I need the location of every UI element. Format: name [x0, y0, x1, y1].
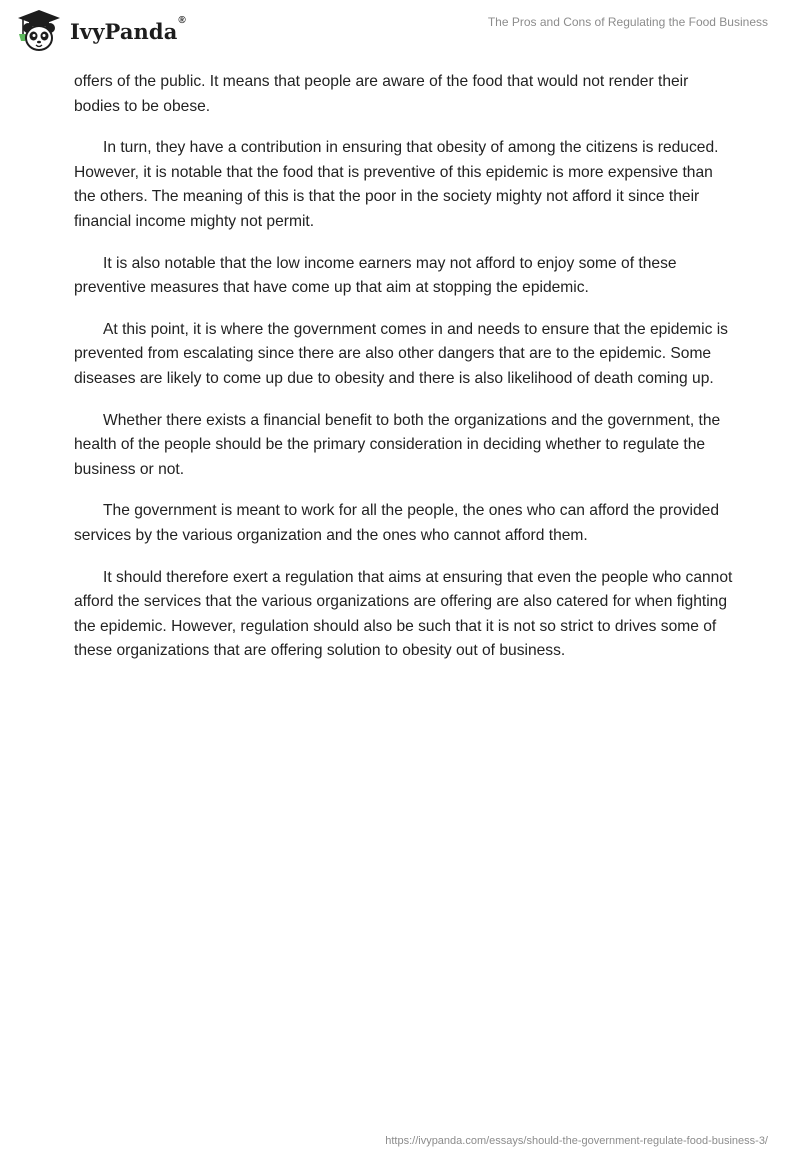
paragraph: It should therefore exert a regulation that aims at ensuring that even the people who cannot afford the services that the various organizations are offering are also catered for when fighting the epidemic. However, regulation should also be such that it is not so strict to drives some of these organizations that are offering solution to obesity out of business. [74, 568, 733, 660]
paragraph: In turn, they have a contribution in ensuring that obesity of among the citizens is reduced. However, it is notable that the food that is preventive of this epidemic is more expensive than the others. The meaning of this is that the poor in the society mighty not afford it since their financial income mighty not permit. [74, 139, 719, 230]
ivypanda-logo[interactable] [14, 8, 186, 54]
document-title: The Pros and Cons of Regulating the Food Business [487, 15, 768, 29]
registered-mark: ® [178, 14, 186, 26]
paragraph: At this point, it is where the government comes in and needs to ensure that the epidemic is prevented from escalating since there are also other dangers that are to the epidemic. Some diseases are likely to come up due to obesity and there is also likelihood of death coming up. [74, 320, 728, 387]
page-header [0, 0, 800, 62]
paragraph: offers of the public. It means that people are aware of the food that would not render their bodies to be obese. [74, 73, 689, 115]
paragraph: The government is meant to work for all the people, the ones who can afford the provided services by the various organization and the ones who cannot afford them. [74, 502, 720, 544]
panda-graduate-icon [14, 8, 64, 54]
essay-body [74, 70, 734, 681]
logo-text: IvyPanda® [70, 14, 186, 44]
source-url-link[interactable]: https://ivypanda.com/essays/should-the-government-regulate-food-business-3/ [385, 1135, 768, 1147]
paragraph: Whether there exists a financial benefit to both the organizations and the government, the health of the people should be the primary consideration in deciding whether to regulate the business or not. [74, 411, 721, 478]
paragraph: It is also notable that the low income earners may not afford to enjoy some of these preventive measures that have come up that aim at stopping the epidemic. [74, 254, 677, 297]
